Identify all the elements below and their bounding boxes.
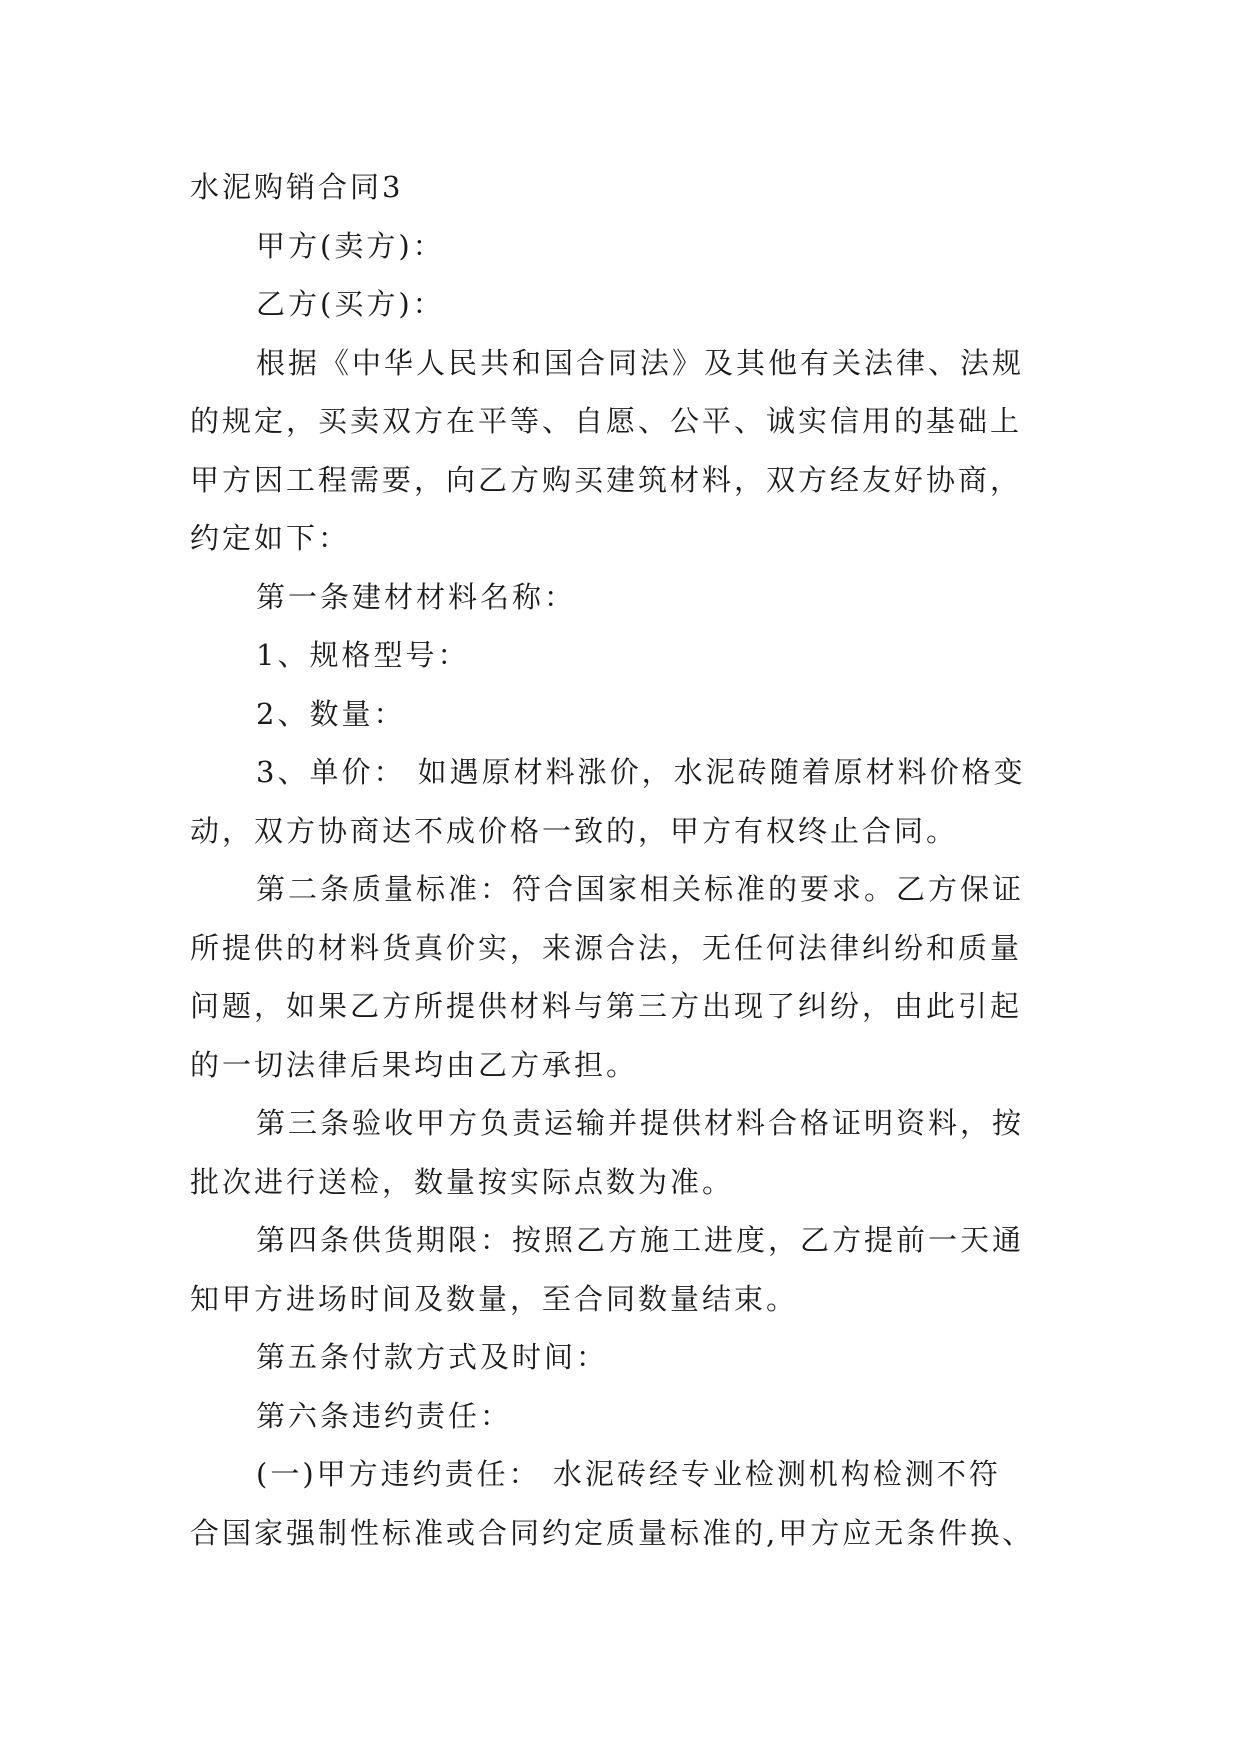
text-line: 第六条违约责任： [256, 1398, 513, 1433]
document-body [190, 158, 1050, 1562]
text-line: 3、单价： 如遇原材料涨价，水泥砖随着原材料价格变 [256, 755, 1026, 789]
text-line: 甲方(卖方)： [256, 228, 445, 263]
text-line: 第二条质量标准：符合国家相关标准的要求。乙方保证 [256, 872, 1025, 906]
text-line: 合国家强制性标准或合同约定质量标准的,甲方应无条件换、 [190, 1515, 1035, 1550]
document-title: 水泥购销合同3 [190, 170, 404, 204]
text-line: 2、数量： [256, 696, 406, 731]
text-line: 1、规格型号： [256, 638, 470, 672]
text-line: 乙方(买方)： [256, 287, 445, 321]
text-line: 的规定，买卖双方在平等、自愿、公平、诚实信用的基础上 [190, 404, 1023, 438]
text-line: 问题，如果乙方所提供材料与第三方出现了纠纷，由此引起 [190, 989, 1023, 1023]
text-line: 的一切法律后果均由乙方承担。 [190, 1047, 639, 1082]
text-line: 甲方因工程需要，向乙方购买建筑材料，双方经友好协商， [190, 462, 1023, 497]
text-line: 第四条供货期限：按照乙方施工进度，乙方提前一天通 [256, 1223, 1025, 1257]
text-line: 动，双方协商达不成价格一致的，甲方有权终止合同。 [190, 813, 959, 848]
text-line: 所提供的材料货真价实，来源合法，无任何法律纠纷和质量 [190, 930, 1023, 965]
document-lines [190, 217, 1050, 1563]
text-line: 约定如下： [190, 521, 351, 555]
text-line: 第一条建材材料名称： [256, 579, 577, 614]
text-line: 根据《中华人民共和国合同法》及其他有关法律、法规 [256, 345, 1025, 380]
text-line: 第五条付款方式及时间： [256, 1340, 609, 1374]
text-line: 批次进行送检，数量按实际点数为准。 [190, 1164, 735, 1199]
text-line: 知甲方进场时间及数量，至合同数量结束。 [190, 1281, 799, 1316]
text-line: (一)甲方违约责任： 水泥砖经专业检测机构检测不符 [256, 1457, 1001, 1491]
text-line: 第三条验收甲方负责运输并提供材料合格证明资料，按 [256, 1106, 1025, 1140]
